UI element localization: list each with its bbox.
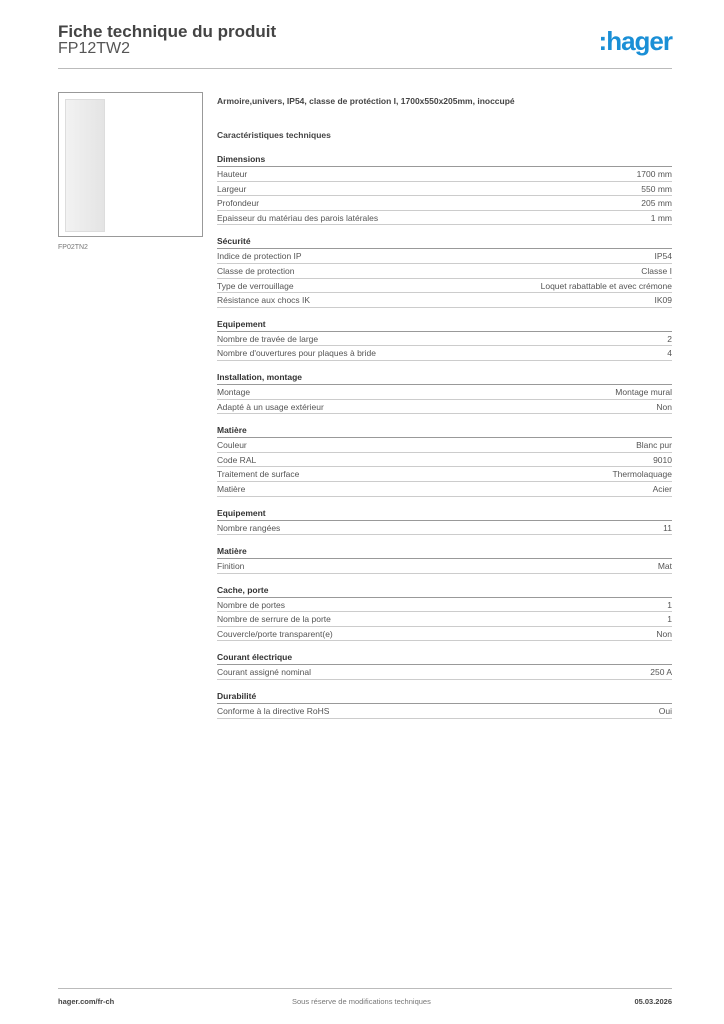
product-image: [58, 92, 203, 237]
spec-label: Nombre de portes: [217, 599, 286, 610]
spec-row: [217, 211, 672, 226]
spec-row: [217, 438, 672, 453]
spec-label: Classe de protection: [217, 265, 295, 276]
spec-label: Résistance aux chocs IK: [217, 295, 311, 306]
spec-row: [217, 665, 672, 680]
spec-value: Non: [656, 401, 672, 412]
spec-row: [217, 385, 672, 400]
spec-label: Montage: [217, 386, 251, 397]
spec-value: 550 mm: [641, 183, 672, 194]
spec-label: Hauteur: [217, 169, 248, 179]
spec-value: 1: [667, 599, 672, 610]
spec-value: 250 A: [650, 667, 672, 678]
spec-value: 2: [667, 333, 672, 344]
spec-label: Nombre d'ouvertures pour plaques à bride: [217, 348, 376, 359]
header-divider: [58, 68, 672, 69]
spec-value: Thermolaquage: [612, 469, 672, 480]
spec-value: Classe I: [641, 265, 672, 276]
spec-row: [217, 279, 672, 294]
spec-value: Blanc pur: [636, 440, 672, 451]
section-heading: Courant électrique: [217, 650, 672, 665]
spec-label: Adapté à un usage extérieur: [217, 401, 324, 412]
spec-value: 1700 mm: [636, 169, 672, 179]
page-title: Fiche technique du produit: [58, 22, 277, 41]
spec-sections: [217, 152, 672, 719]
section-heading: Matière: [217, 423, 672, 438]
spec-row: [217, 346, 672, 361]
spec-label: Type de verrouillage: [217, 280, 294, 291]
section-heading: Matière: [217, 544, 672, 559]
spec-row: [217, 521, 672, 536]
section-title: Caractéristiques techniques: [217, 130, 331, 140]
spec-row: [217, 196, 672, 211]
footer-date: 05.03.2026: [634, 997, 672, 1006]
spec-row: [217, 704, 672, 719]
product-description: Armoire,univers, IP54, classe de protéction I, 1700x550x205mm, inoccupé: [217, 96, 515, 106]
spec-value: Mat: [657, 561, 672, 572]
spec-label: Courant assigné nominal: [217, 667, 312, 678]
spec-row: [217, 467, 672, 482]
section-heading: Sécurité: [217, 234, 672, 249]
cabinet-illustration: [65, 99, 105, 232]
spec-row: [217, 264, 672, 279]
spec-label: Nombre rangées: [217, 522, 281, 533]
spec-label: Nombre de travée de large: [217, 333, 319, 344]
section-heading: Equipement: [217, 506, 672, 521]
spec-row: [217, 627, 672, 642]
spec-label: Profondeur: [217, 198, 260, 209]
spec-label: Finition: [217, 561, 245, 572]
spec-value: Montage mural: [615, 386, 672, 397]
spec-value: 1: [667, 614, 672, 625]
spec-value: Non: [656, 628, 672, 639]
hager-logo: :hager: [598, 26, 672, 56]
product-code: FP12TW2: [58, 40, 131, 57]
spec-row: [217, 167, 672, 182]
spec-label: Code RAL: [217, 454, 257, 465]
spec-row: [217, 453, 672, 468]
spec-row: [217, 559, 672, 574]
spec-row: [217, 182, 672, 197]
image-caption: FP02TN2: [58, 244, 88, 251]
section-heading: Installation, montage: [217, 370, 672, 385]
spec-row: [217, 400, 672, 415]
spec-row: [217, 612, 672, 627]
spec-label: Nombre de serrure de la porte: [217, 614, 331, 625]
section-heading: Dimensions: [217, 152, 672, 167]
spec-row: [217, 482, 672, 497]
spec-label: Largeur: [217, 183, 247, 194]
spec-label: Epaisseur du matériau des parois latérales: [217, 212, 379, 223]
spec-value: 9010: [653, 454, 672, 465]
section-heading: Equipement: [217, 317, 672, 332]
spec-label: Couleur: [217, 440, 247, 451]
spec-value: IK09: [654, 295, 672, 306]
spec-row: [217, 598, 672, 613]
spec-label: Traitement de surface: [217, 469, 300, 480]
spec-value: Oui: [658, 706, 672, 717]
spec-label: Conforme à la directive RoHS: [217, 706, 330, 717]
spec-label: Couvercle/porte transparent(e): [217, 628, 333, 639]
spec-content: [217, 96, 672, 719]
spec-value: 4: [667, 348, 672, 359]
spec-value: 205 mm: [641, 198, 672, 209]
spec-label: Indice de protection IP: [217, 251, 302, 262]
footer-note: Sous réserve de modifications techniques: [292, 997, 431, 1006]
spec-label: Matière: [217, 483, 246, 494]
spec-row: [217, 249, 672, 264]
spec-value: 1 mm: [650, 212, 672, 223]
spec-value: Acier: [652, 483, 672, 494]
section-heading: Durabilité: [217, 689, 672, 704]
footer-website[interactable]: hager.com/fr-ch: [58, 997, 115, 1006]
footer-divider: [58, 988, 672, 989]
section-heading: Cache, porte: [217, 583, 672, 598]
spec-value: Loquet rabattable et avec crémone: [540, 280, 672, 291]
spec-row: [217, 293, 672, 308]
spec-value: 11: [663, 522, 672, 533]
spec-value: IP54: [654, 251, 672, 262]
spec-row: [217, 332, 672, 347]
